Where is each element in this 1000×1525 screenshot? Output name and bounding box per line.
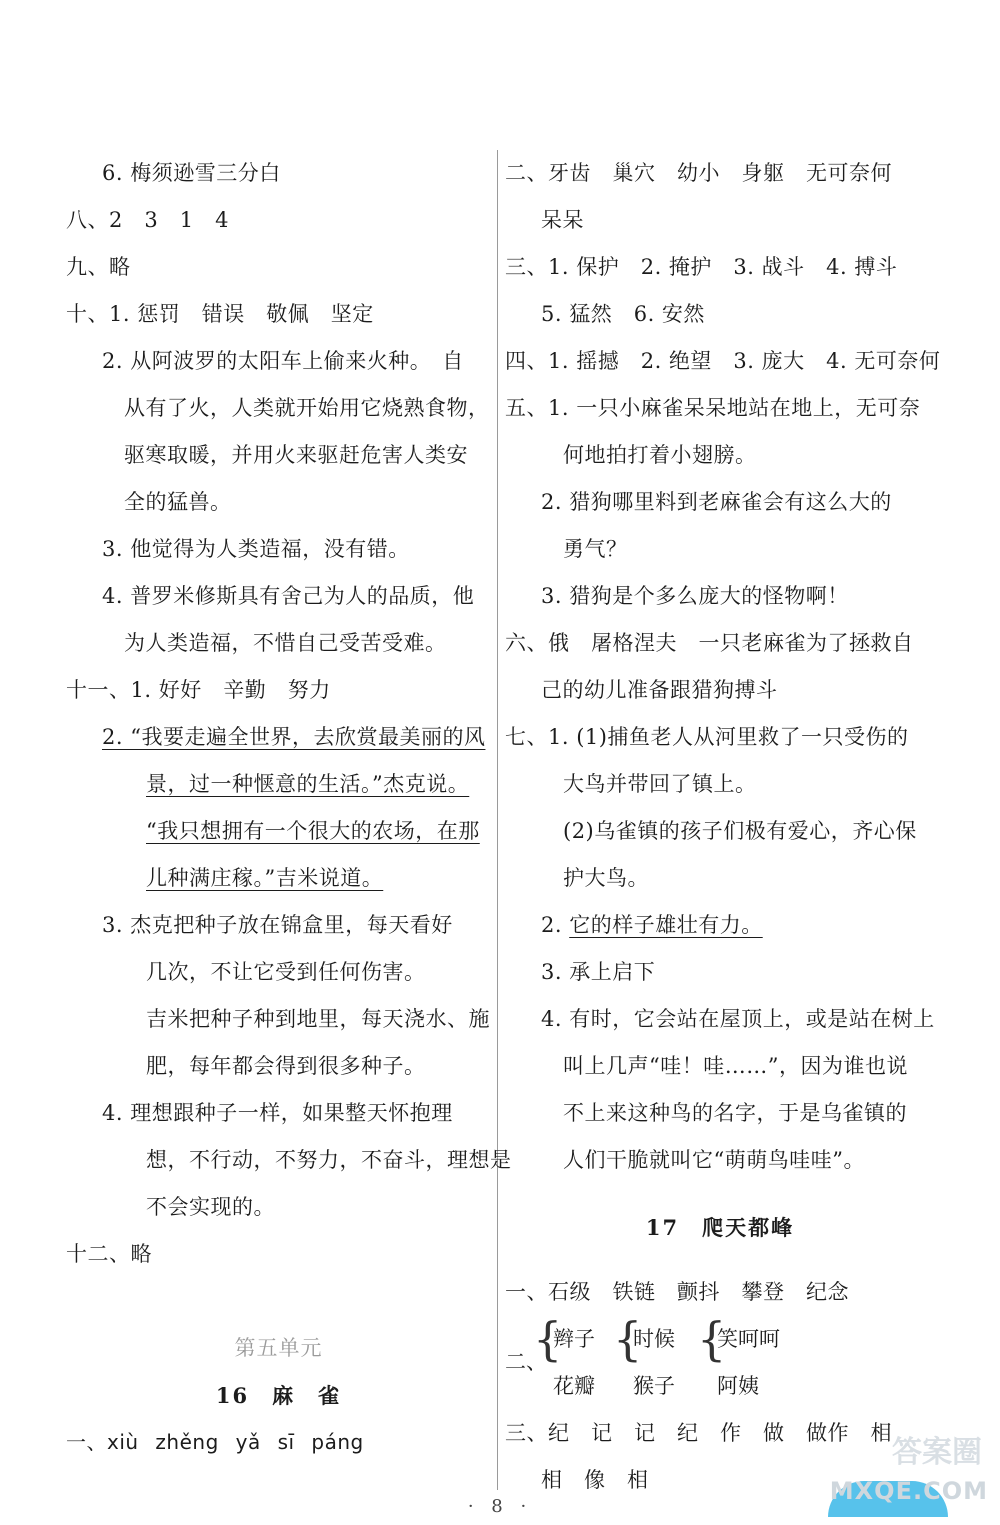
brace-glyph: { (533, 1312, 563, 1366)
brace-word: 时候 (633, 1327, 675, 1351)
brace-word: 猴子 (633, 1374, 675, 1398)
underlined-text: 景，过一种惬意的生活。”杰克说。 (146, 772, 470, 796)
answer-line: 己的幼儿准备跟猎狗搏斗 (541, 678, 778, 702)
watermark-logo: 答案圈 (892, 1435, 982, 1470)
underlined-text: 它的样子雄壮有力。 (569, 913, 763, 937)
brace-glyph: { (613, 1312, 643, 1366)
answer-line: 三、纪 记 记 纪 作 做 做作 相 (505, 1421, 892, 1445)
brace-word: 花瓣 (553, 1374, 595, 1398)
brace-glyph: { (697, 1312, 727, 1366)
answer-line (66, 808, 491, 855)
brace-group-answer (505, 1312, 935, 1410)
answer-line: 几次，不让它受到任何伤害。 (146, 960, 426, 984)
answer-line: 人们干脆就叫它“萌萌鸟哇哇”。 (563, 1148, 865, 1172)
item-number: 2. (541, 913, 570, 937)
answer-line: 4. 有时，它会站在屋顶上，或是站在树上 (541, 1007, 935, 1031)
answer-line: 6. 梅须逊雪三分白 (102, 161, 281, 185)
answer-line: 二、牙齿 巢穴 幼小 身躯 无可奈何 (505, 161, 892, 185)
watermark (798, 1427, 988, 1517)
answer-line: 十一、1. 好好 辛勤 努力 (66, 678, 331, 702)
answer-line: 不会实现的。 (146, 1195, 275, 1219)
answer-line: 相 像 相 (541, 1468, 649, 1492)
answer-line (66, 714, 491, 761)
answer-line: 3. 猎狗是个多么庞大的怪物啊！ (541, 584, 849, 608)
item-label: 二、 (505, 1350, 547, 1374)
answer-line: 叫上几声“哇！哇……”，因为谁也说 (563, 1054, 908, 1078)
pinyin-answer-line: 一、xiù zhěng yǎ sī páng (66, 1430, 364, 1454)
lesson-16-title: 16 麻 雀 (215, 1383, 342, 1408)
brace-word: 辫子 (553, 1327, 595, 1351)
answer-line: 全的猛兽。 (124, 490, 232, 514)
answer-line: 吉米把种子种到地里，每天浇水、施 (146, 1007, 490, 1031)
answer-line: 十二、略 (66, 1242, 152, 1266)
page-number: · 8 · (467, 1496, 533, 1517)
answer-line: 不上来这种鸟的名字，于是乌雀镇的 (563, 1101, 907, 1125)
answer-line: 4. 普罗米修斯具有舍己为人的品质，他 (102, 584, 475, 608)
answer-line: 一、石级 铁链 颤抖 攀登 纪念 (505, 1280, 849, 1304)
left-column (66, 150, 512, 1466)
answer-line: 勇气？ (563, 537, 628, 561)
answer-line: 4. 理想跟种子一样，如果整天怀抱理 (102, 1101, 453, 1125)
lesson-17-title: 17 爬天都峰 (645, 1215, 795, 1240)
brace-word: 阿姨 (717, 1374, 759, 1398)
underlined-text: 儿种满庄稼。”吉米说道。 (146, 866, 384, 890)
answer-line: 3. 承上启下 (541, 960, 656, 984)
answer-line: 3. 杰克把种子放在锦盒里，每天看好 (102, 913, 453, 937)
answer-line: 为人类造福，不惜自己受苦受难。 (124, 631, 447, 655)
answer-line (66, 761, 491, 808)
answer-line: 大鸟并带回了镇上。 (563, 772, 757, 796)
answer-line: 3. 他觉得为人类造福，没有错。 (102, 537, 410, 561)
answer-line: 想，不行动，不努力，不奋斗，理想是 (146, 1148, 512, 1172)
answer-line: 护大鸟。 (563, 866, 649, 890)
answer-line: 五、1. 一只小麻雀呆呆地站在地上，无可奈 (505, 396, 921, 420)
column-divider (497, 150, 498, 1490)
answer-line: 2. 猎狗哪里料到老麻雀会有这么大的 (541, 490, 892, 514)
answer-line (505, 902, 935, 949)
answer-line: 八、2 3 1 4 (66, 208, 229, 232)
answer-line: 六、俄 屠格涅夫 一只老麻雀为了拯救自 (505, 631, 914, 655)
answer-line: 七、1. (1)捕鱼老人从河里救了一只受伤的 (505, 725, 909, 749)
answer-line: 肥，每年都会得到很多种子。 (146, 1054, 426, 1078)
brace-word: 笑呵呵 (717, 1327, 780, 1351)
answer-line: 驱寒取暖，并用火来驱赶危害人类安 (124, 443, 468, 467)
underlined-text: “我只想拥有一个很大的农场，在那 (146, 819, 480, 843)
answer-line: 三、1. 保护 2. 掩护 3. 战斗 4. 搏斗 (505, 255, 898, 279)
unit-title: 第五单元 (234, 1336, 323, 1360)
answer-line: 九、略 (66, 255, 131, 279)
watermark-url: MXQE.COM (829, 1477, 988, 1505)
answer-line: (2)乌雀镇的孩子们极有爱心，齐心保 (563, 819, 917, 843)
answer-line: 四、1. 摇撼 2. 绝望 3. 庞大 4. 无可奈何 (505, 349, 941, 373)
answer-line: 呆呆 (541, 208, 584, 232)
answer-line: 十、1. 惩罚 错误 敬佩 坚定 (66, 302, 374, 326)
answer-line: 5. 猛然 6. 安然 (541, 302, 705, 326)
underlined-text: 2. “我要走遍全世界，去欣赏最美丽的风 (102, 725, 486, 749)
answer-line (66, 855, 491, 902)
answer-line: 何地拍打着小翅膀。 (563, 443, 757, 467)
answer-line: 从有了火，人类就开始用它烧熟食物， (124, 396, 490, 420)
answer-line: 2. 从阿波罗的太阳车上偷来火种。 自 (102, 349, 464, 373)
